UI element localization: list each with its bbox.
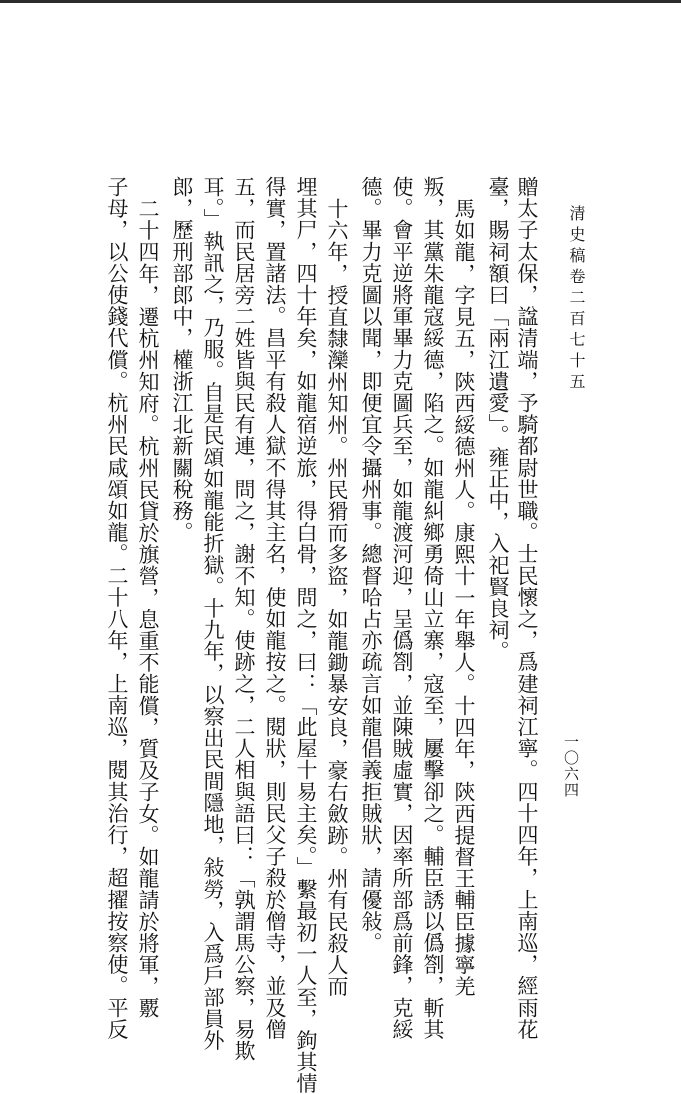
page-top-edge bbox=[0, 0, 681, 3]
text-column: 馬如龍，字見五，陝西綏德州人。康熙十一年舉人。十四年，陝西提督王輔臣據寧羌 bbox=[452, 198, 476, 998]
page-number: 一〇六四 bbox=[562, 734, 580, 798]
text-column: 五，而民居旁二姓皆與民有連，問之，謝不知。使跡之，二人相與語曰：「孰謂馬公察，易欺 bbox=[232, 176, 256, 1062]
text-column: 贈太子太保，諡清端，予騎都尉世職。士民懷之，爲建祠江寧。四十四年，上南巡，經雨花 bbox=[515, 176, 539, 1040]
running-title: 清史稿卷二百七十五 bbox=[567, 205, 586, 394]
text-column: 十六年，授直隸灤州知州。州民猾而多盜，如龍鋤暴安良，豪右斂跡。州有民殺人而 bbox=[325, 198, 349, 998]
text-column: 子母，以公使錢代償。杭州民咸頌如龍。二十八年，上南巡，閱其治行，超擢按察使。平反 bbox=[105, 176, 129, 1040]
text-column: 耳。」執訊之，乃服。自是民頌如龍能折獄。十九年，以察出民間隱地，敍勞，入爲戶部員外 bbox=[201, 176, 225, 1052]
text-column: 埋其尸，四十年矣，如龍宿逆旅，得白骨，問之，曰：「此屋十易主矣。」繫最初一人至，鉤其情 bbox=[294, 176, 318, 1094]
text-column: 臺，賜祠額曰「兩江遺愛」。雍正中，入祀賢良祠。 bbox=[486, 176, 510, 663]
text-column: 使。會平逆將軍畢力克圖兵至，如龍渡河迎，呈僞劄，並陳賊虛實，因率所部爲前鋒，克綏 bbox=[390, 176, 414, 1040]
text-column: 郎，歷刑部郎中，權浙江北新關稅務。 bbox=[170, 176, 194, 544]
text-column: 二十四年，遷杭州知府。杭州民貸於旗營，息重不能償，質及子女。如龍請於將軍，覈 bbox=[136, 198, 160, 1019]
text-column: 叛，其黨朱龍寇綏德，陷之。如龍糾鄉勇倚山立寨，寇至，屢擊卻之。輔臣誘以僞劄，斬其 bbox=[421, 176, 445, 1040]
text-column: 德。畢力克圖以聞，即便宜令攝州事。總督哈占亦疏言如龍倡義拒賊狀，請優敍。 bbox=[359, 176, 383, 954]
text-column: 得實，置諸法。昌平有殺人獄不得其主名，使如龍按之。閱狀，則民父子殺於僧寺，並及僧 bbox=[263, 176, 287, 1040]
